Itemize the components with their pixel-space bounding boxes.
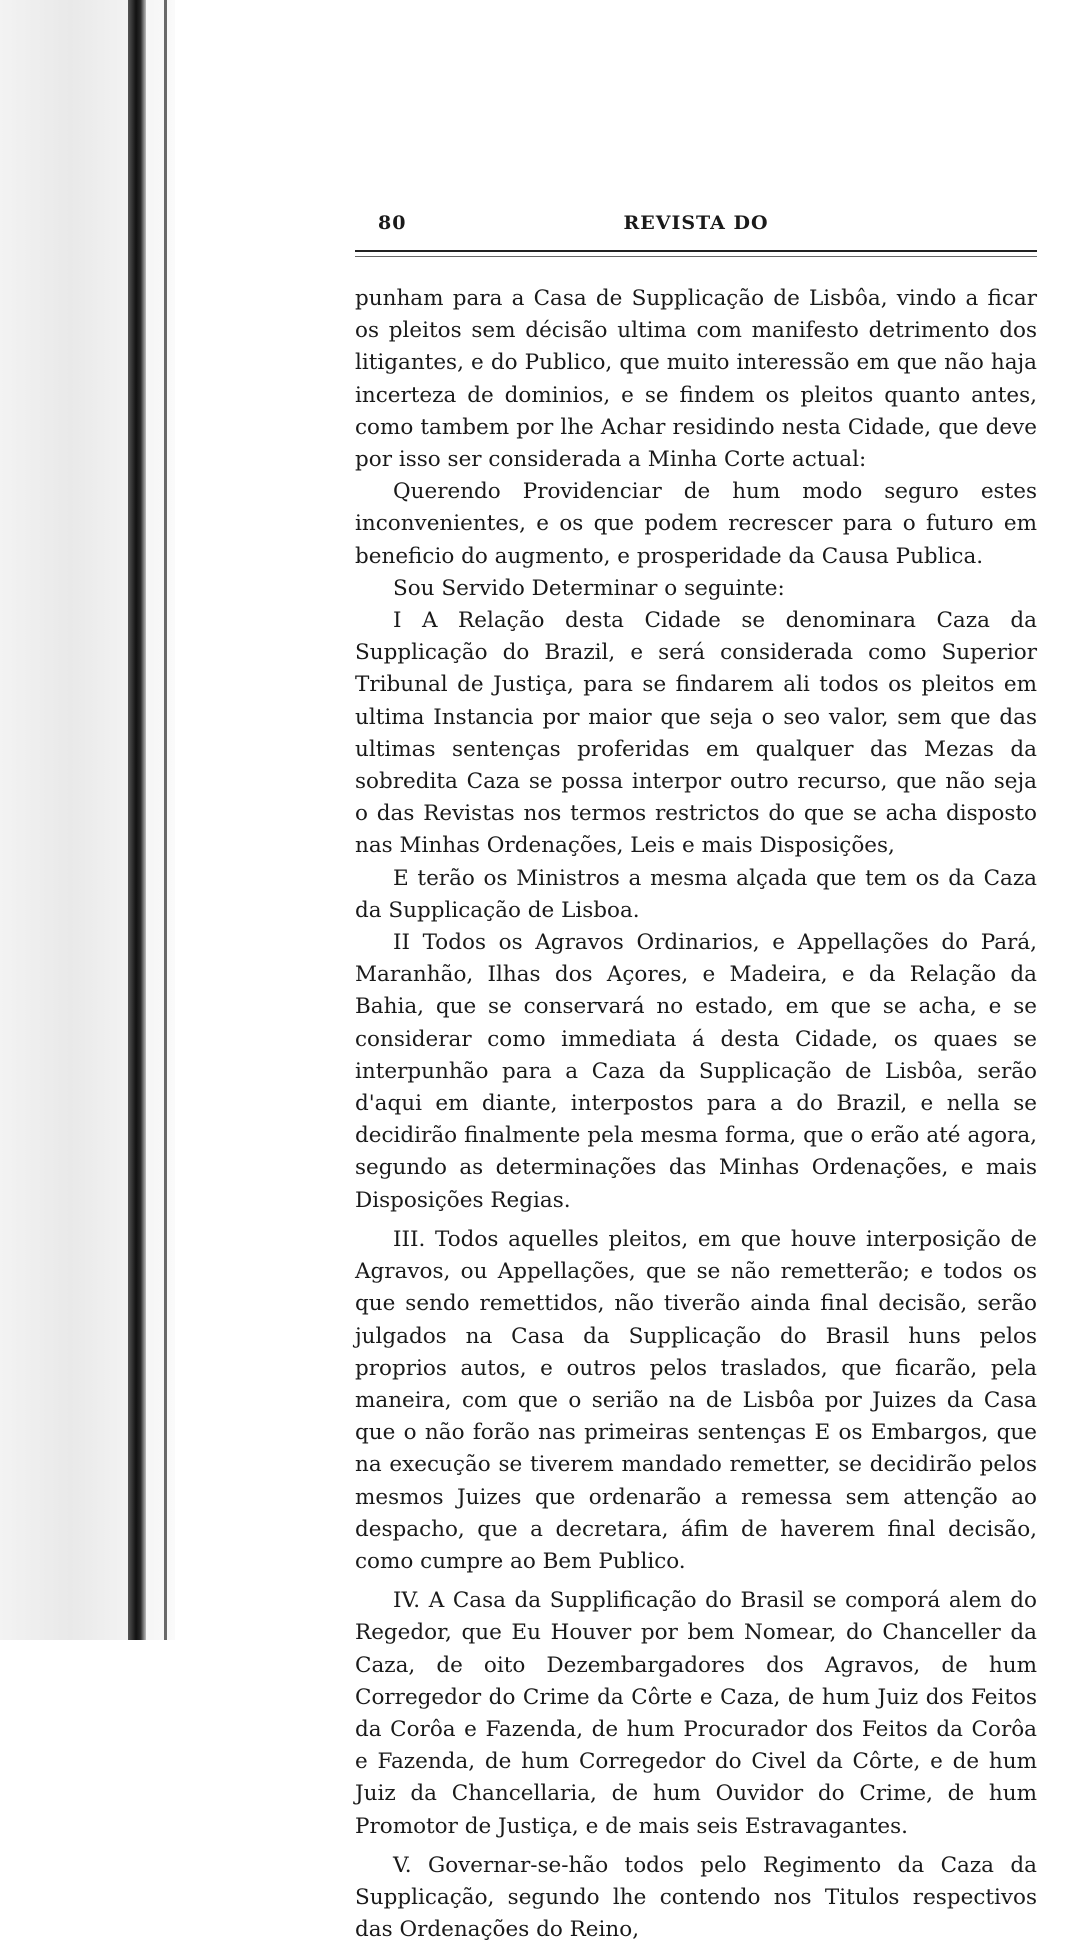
paragraph: Sou Servido Determinar o seguinte: <box>393 575 785 601</box>
body-text <box>355 283 1037 1946</box>
paragraph: II Todos os Agravos Ordinarios, e Appellações do Pará, Maranhão, Ilhas dos Açores, e Madeira, e da Relação da Bahia, que se conservará no estado, em que se acha, e se considerar como immediata á desta Cidade, os quaes se interpunhão para a Caza da Supplicação de Lisbôa, serão d'aqui em diante, interpostos para a do Brazil, e nella se decidirão finalmente pela mesma forma, que o erão até agora, segundo as determinações das Minhas Ordenações, e mais Disposições Regias. <box>355 930 1037 1213</box>
page-header <box>355 210 1037 244</box>
paragraph: IV. A Casa da Supplificação do Brasil se comporá alem do Regedor, que Eu Houver por bem Nomear, do Chanceller da Caza, de oito Dezembargadores dos Agravos, de hum Corregedor do Crime da Côrte e Caza, de hum Juiz dos Feitos da Corôa e Fazenda, de hum Procurador dos Feitos da Corôa e Fazenda, de hum Corregedor do Civel da Côrte, e de hum Juiz da Chancellaria, de hum Ouvidor do Crime, de hum Promotor de Justiça, e de mais seis Estravagantes. <box>355 1588 1037 1839</box>
paragraph: E terão os Ministros a mesma alçada que tem os da Caza da Supplicação de Lisboa. <box>355 865 1037 923</box>
book-spine-edge <box>128 0 146 1640</box>
page-number: 80 <box>378 212 407 234</box>
paragraph: Querendo Providenciar de hum modo seguro estes inconvenientes, e os que podem recrescer para o futuro em beneficio do augmento, e prosperidade da Causa Publica. <box>355 479 1037 569</box>
header-rule <box>355 250 1037 257</box>
paragraph: V. Governar-se-hão todos pelo Regimento da Caza da Supplicação, segundo lhe contendo nos Titulos respectivos das Ordenações do Reino, <box>355 1852 1037 1943</box>
book-binding-shadow <box>0 0 175 1640</box>
running-head: REVISTA DO <box>623 212 769 234</box>
book-page <box>355 210 1037 1943</box>
paragraph: punham para a Casa de Supplicação de Lisbôa, vindo a ficar os pleitos sem décisão ultima com manifesto detrimento dos litigantes, e do Publico, que muito interessão em que não haja incerteza de dominios, e se findem os pleitos quanto antes, como tambem por lhe Achar residindo nesta Cidade, que deve por isso ser considerada a Minha Corte actual: <box>355 286 1037 473</box>
page-gutter-line <box>164 0 167 1640</box>
paragraph: III. Todos aquelles pleitos, em que houve interposição de Agravos, ou Appellações, que se não remetterão; e todos os que sendo remettidos, não tiverão ainda final decisão, serão julgados na Casa da Supplicação do Brasil huns pelos proprios autos, e outros pelos traslados, que ficarão, pela maneira, com que o serião na de Lisbôa por Juizes da Casa que o não forão nas primeiras sentenças E os Embargos, que na execução se tiverem mandado remetter, se decidirão pelos mesmos Juizes que ordenarão a remessa sem attenção ao despacho, que a decretara, áfim de haverem final decisão, como cumpre ao Bem Publico. <box>355 1226 1037 1574</box>
paragraph: I A Relação desta Cidade se denominara Caza da Supplicação do Brazil, e será considerada como Superior Tribunal de Justiça, para se findarem ali todos os pleitos em ultima Instancia por maior que seja o seo valor, sem que das ultimas sentenças proferidas em qualquer das Mezas da sobredita Caza se possa interpor outro recurso, que não seja o das Revistas nos termos restrictos do que se acha disposto nas Minhas Ordenações, Leis e mais Disposições, <box>355 608 1037 859</box>
